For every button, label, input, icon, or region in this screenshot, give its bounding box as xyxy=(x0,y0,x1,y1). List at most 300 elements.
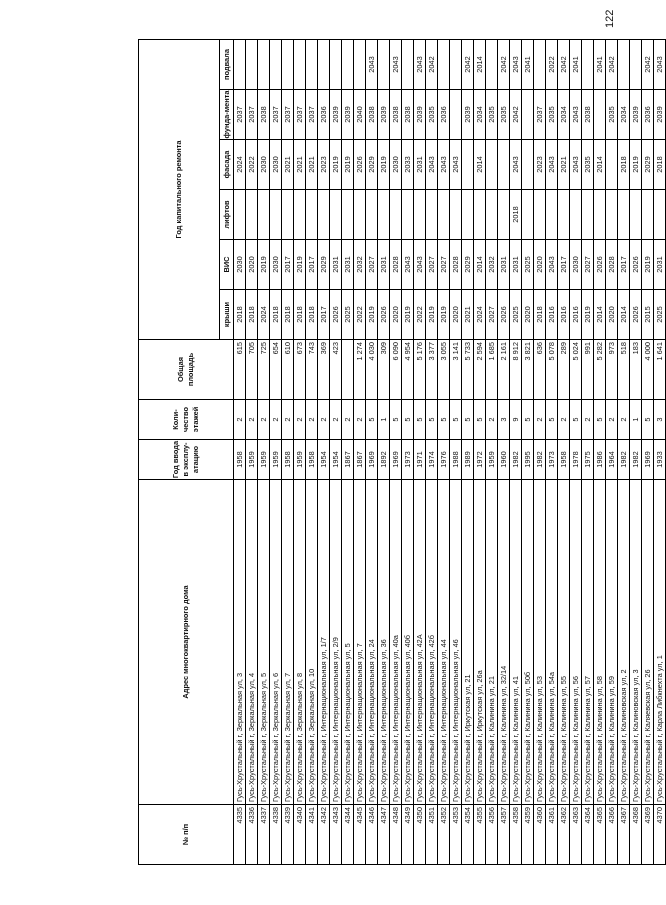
cell-lift xyxy=(450,190,462,240)
cell-area: 8 912 xyxy=(510,340,522,400)
cell-year: 1974 xyxy=(426,440,438,480)
cell-roof: 2021 xyxy=(462,290,474,340)
cell-floors: 9 xyxy=(510,400,522,440)
cell-roof: 2022 xyxy=(354,290,366,340)
header-year: Год ввода в эксплу-атацию xyxy=(139,440,234,480)
cell-year: 1971 xyxy=(414,440,426,480)
cell-roof: 2026 xyxy=(498,290,510,340)
cell-roof: 2026 xyxy=(330,290,342,340)
cell-num: 4366 xyxy=(606,805,618,865)
cell-basement xyxy=(246,40,258,90)
cell-year: 1982 xyxy=(534,440,546,480)
cell-facade: 2019 xyxy=(378,140,390,190)
cell-area: 5 024 xyxy=(570,340,582,400)
cell-year: 1995 xyxy=(522,440,534,480)
cell-roof: 2016 xyxy=(570,290,582,340)
header-facade: фасада xyxy=(220,140,234,190)
cell-num: 4349 xyxy=(402,805,414,865)
cell-basement xyxy=(618,40,630,90)
cell-year: 1972 xyxy=(474,440,486,480)
cell-facade: 2014 xyxy=(474,140,486,190)
cell-area: 5 176 xyxy=(414,340,426,400)
cell-basement: 2041 xyxy=(522,40,534,90)
cell-year: 1892 xyxy=(378,440,390,480)
cell-lift xyxy=(246,190,258,240)
cell-address: Гусь-Хрустальный г, Интернациональная ул, 40б xyxy=(402,480,414,805)
cell-address: Гусь-Хрустальный г, Зеркальная ул, 7 xyxy=(282,480,294,805)
cell-roof: 2026 xyxy=(378,290,390,340)
cell-num: 4362 xyxy=(558,805,570,865)
cell-foundation: 2043 xyxy=(570,90,582,140)
cell-area: 654 xyxy=(270,340,282,400)
cell-facade: 2021 xyxy=(306,140,318,190)
cell-area: 743 xyxy=(306,340,318,400)
cell-floors: 5 xyxy=(474,400,486,440)
cell-floors: 2 xyxy=(606,400,618,440)
table-row xyxy=(258,40,270,865)
cell-vis: 2043 xyxy=(546,240,558,290)
cell-year: 1959 xyxy=(294,440,306,480)
cell-year: 1958 xyxy=(558,440,570,480)
cell-facade xyxy=(606,140,618,190)
table-row xyxy=(522,40,534,865)
cell-roof: 2025 xyxy=(342,290,354,340)
cell-vis: 2027 xyxy=(582,240,594,290)
cell-basement: 2043 xyxy=(414,40,426,90)
cell-area: 369 xyxy=(318,340,330,400)
cell-facade: 2021 xyxy=(282,140,294,190)
cell-facade: 2022 xyxy=(246,140,258,190)
cell-facade: 2035 xyxy=(582,140,594,190)
cell-lift xyxy=(294,190,306,240)
cell-floors: 2 xyxy=(342,400,354,440)
cell-foundation: 2036 xyxy=(318,90,330,140)
cell-floors: 5 xyxy=(570,400,582,440)
cell-lift xyxy=(642,190,654,240)
cell-lift xyxy=(618,190,630,240)
cell-basement: 2014 xyxy=(474,40,486,90)
cell-foundation: 2037 xyxy=(282,90,294,140)
cell-basement: 2043 xyxy=(366,40,378,90)
cell-lift xyxy=(258,190,270,240)
cell-roof: 2020 xyxy=(390,290,402,340)
cell-lift xyxy=(354,190,366,240)
cell-lift xyxy=(414,190,426,240)
cell-floors: 2 xyxy=(486,400,498,440)
cell-facade: 2019 xyxy=(330,140,342,190)
cell-basement xyxy=(282,40,294,90)
cell-year: 1933 xyxy=(654,440,666,480)
cell-floors: 2 xyxy=(534,400,546,440)
cell-roof: 2019 xyxy=(438,290,450,340)
cell-vis: 2032 xyxy=(486,240,498,290)
cell-roof: 2024 xyxy=(474,290,486,340)
cell-year: 1973 xyxy=(546,440,558,480)
cell-year: 1982 xyxy=(618,440,630,480)
cell-address: Гусь-Хрустальный г, Калинина ул, 57 xyxy=(582,480,594,805)
cell-foundation: 2037 xyxy=(270,90,282,140)
cell-foundation xyxy=(594,90,606,140)
cell-foundation: 2035 xyxy=(426,90,438,140)
cell-lift xyxy=(282,190,294,240)
cell-address: Гусь-Хрустальный г, Зеркальная ул, 4 xyxy=(246,480,258,805)
cell-year: 1982 xyxy=(510,440,522,480)
cell-vis: 2027 xyxy=(438,240,450,290)
cell-floors: 2 xyxy=(330,400,342,440)
cell-foundation: 2037 xyxy=(306,90,318,140)
cell-foundation: 2035 xyxy=(546,90,558,140)
cell-basement: 2022 xyxy=(546,40,558,90)
cell-facade: 2023 xyxy=(318,140,330,190)
cell-year: 1964 xyxy=(606,440,618,480)
cell-roof: 2018 xyxy=(294,290,306,340)
cell-vis: 2029 xyxy=(318,240,330,290)
cell-address: Гусь-Хрустальный г, Калинина ул, 21 xyxy=(486,480,498,805)
cell-year: 1976 xyxy=(438,440,450,480)
cell-foundation: 2040 xyxy=(354,90,366,140)
cell-address: Гусь-Хрустальный г, Зеркальная ул, 6 xyxy=(270,480,282,805)
cell-lift xyxy=(342,190,354,240)
table-row xyxy=(498,40,510,865)
table-row xyxy=(450,40,462,865)
cell-lift xyxy=(318,190,330,240)
cell-roof: 2014 xyxy=(618,290,630,340)
cell-roof: 2018 xyxy=(282,290,294,340)
table-row xyxy=(474,40,486,865)
cell-floors: 2 xyxy=(234,400,246,440)
table-row xyxy=(486,40,498,865)
cell-area: 5 078 xyxy=(546,340,558,400)
cell-year: 1954 xyxy=(330,440,342,480)
cell-address: Гусь-Хрустальный г, Калинина ул, 50б xyxy=(522,480,534,805)
cell-address: Гусь-Хрустальный г, Каляевская ул, 26 xyxy=(642,480,654,805)
cell-address: Гусь-Хрустальный г, Интернациональная ул, 5 xyxy=(342,480,354,805)
cell-vis: 2019 xyxy=(294,240,306,290)
cell-vis: 2014 xyxy=(474,240,486,290)
cell-num: 4339 xyxy=(282,805,294,865)
cell-area: 615 xyxy=(234,340,246,400)
cell-facade: 2030 xyxy=(270,140,282,190)
cell-foundation: 2038 xyxy=(258,90,270,140)
cell-roof: 2025 xyxy=(654,290,666,340)
cell-vis: 2030 xyxy=(234,240,246,290)
cell-year: 1959 xyxy=(486,440,498,480)
cell-floors: 1 xyxy=(630,400,642,440)
cell-basement xyxy=(330,40,342,90)
cell-area: 610 xyxy=(282,340,294,400)
cell-vis: 2031 xyxy=(498,240,510,290)
cell-address: Гусь-Хрустальный г, Калиновская ул, 3 xyxy=(630,480,642,805)
cell-address: Гусь-Хрустальный г, Зеркальная ул, 10 xyxy=(306,480,318,805)
table-row xyxy=(642,40,654,865)
table-row xyxy=(318,40,330,865)
cell-num: 4360 xyxy=(534,805,546,865)
cell-roof: 2018 xyxy=(306,290,318,340)
table-row xyxy=(294,40,306,865)
cell-facade: 2024 xyxy=(234,140,246,190)
cell-lift xyxy=(462,190,474,240)
table-row xyxy=(534,40,546,865)
cell-facade: 2043 xyxy=(450,140,462,190)
cell-floors: 1 xyxy=(378,400,390,440)
cell-floors: 5 xyxy=(522,400,534,440)
cell-num: 4356 xyxy=(486,805,498,865)
cell-foundation: 2035 xyxy=(486,90,498,140)
cell-vis: 2031 xyxy=(654,240,666,290)
header-repair-year: Год капитального ремонта xyxy=(139,40,220,340)
cell-roof: 2016 xyxy=(558,290,570,340)
cell-roof: 2018 xyxy=(234,290,246,340)
cell-vis: 2019 xyxy=(258,240,270,290)
cell-lift xyxy=(534,190,546,240)
cell-lift xyxy=(390,190,402,240)
cell-roof: 2024 xyxy=(258,290,270,340)
cell-address: Гусь-Хрустальный г, Интернациональная ул, 24 xyxy=(366,480,378,805)
cell-address: Гусь-Хрустальный г, Калинина ул, 56 xyxy=(570,480,582,805)
cell-basement xyxy=(534,40,546,90)
cell-year: 1989 xyxy=(462,440,474,480)
cell-floors: 2 xyxy=(618,400,630,440)
cell-year: 1973 xyxy=(402,440,414,480)
cell-basement xyxy=(270,40,282,90)
cell-facade: 2026 xyxy=(354,140,366,190)
cell-roof: 2020 xyxy=(606,290,618,340)
cell-basement: 2042 xyxy=(426,40,438,90)
cell-facade: 2030 xyxy=(390,140,402,190)
table-row xyxy=(510,40,522,865)
cell-num: 4338 xyxy=(270,805,282,865)
cell-address: Гусь-Хрустальный г, Калинина ул, 53 xyxy=(534,480,546,805)
cell-vis: 2020 xyxy=(246,240,258,290)
cell-roof: 2020 xyxy=(522,290,534,340)
cell-foundation: 2035 xyxy=(606,90,618,140)
cell-basement: 2043 xyxy=(654,40,666,90)
cell-area: 4 030 xyxy=(366,340,378,400)
cell-year: 1959 xyxy=(270,440,282,480)
cell-roof: 2019 xyxy=(402,290,414,340)
table-row xyxy=(270,40,282,865)
cell-floors: 5 xyxy=(450,400,462,440)
cell-foundation: 2039 xyxy=(330,90,342,140)
cell-basement xyxy=(438,40,450,90)
cell-year: 1958 xyxy=(282,440,294,480)
cell-floors: 2 xyxy=(558,400,570,440)
cell-facade: 2043 xyxy=(570,140,582,190)
cell-num: 4353 xyxy=(450,805,462,865)
cell-facade: 2018 xyxy=(618,140,630,190)
cell-num: 4335 xyxy=(234,805,246,865)
table-row xyxy=(546,40,558,865)
cell-foundation xyxy=(450,90,462,140)
cell-facade: 2043 xyxy=(438,140,450,190)
cell-facade: 2019 xyxy=(630,140,642,190)
table-row xyxy=(654,40,666,865)
cell-num: 4370 xyxy=(654,805,666,865)
cell-facade: 2029 xyxy=(366,140,378,190)
cell-lift xyxy=(630,190,642,240)
cell-facade: 2023 xyxy=(534,140,546,190)
cell-vis: 2017 xyxy=(558,240,570,290)
cell-lift xyxy=(366,190,378,240)
table-row xyxy=(306,40,318,865)
cell-roof: 2026 xyxy=(630,290,642,340)
cell-facade: 2043 xyxy=(426,140,438,190)
cell-vis: 2019 xyxy=(642,240,654,290)
cell-basement xyxy=(378,40,390,90)
cell-num: 4337 xyxy=(258,805,270,865)
cell-floors: 3 xyxy=(654,400,666,440)
cell-foundation: 2042 xyxy=(510,90,522,140)
cell-lift xyxy=(234,190,246,240)
cell-foundation: 2039 xyxy=(378,90,390,140)
cell-year: 1867 xyxy=(354,440,366,480)
cell-floors: 2 xyxy=(582,400,594,440)
cell-address: Гусь-Хрустальный г, Иркутская ул, 26а xyxy=(474,480,486,805)
cell-year: 1988 xyxy=(450,440,462,480)
cell-area: 673 xyxy=(294,340,306,400)
cell-area: 3 377 xyxy=(426,340,438,400)
cell-year: 1969 xyxy=(390,440,402,480)
cell-vis: 2027 xyxy=(366,240,378,290)
cell-area: 3 055 xyxy=(438,340,450,400)
cell-basement: 2041 xyxy=(594,40,606,90)
cell-vis: 2031 xyxy=(330,240,342,290)
cell-address: Гусь-Хрустальный г, Интернациональная ул, 42А xyxy=(414,480,426,805)
cell-address: Гусь-Хрустальный г, Интернациональная ул, 42б xyxy=(426,480,438,805)
table-row xyxy=(342,40,354,865)
cell-floors: 2 xyxy=(246,400,258,440)
cell-foundation: 2034 xyxy=(618,90,630,140)
table-row xyxy=(630,40,642,865)
cell-foundation: 2034 xyxy=(474,90,486,140)
header-roof: крыши xyxy=(220,290,234,340)
cell-area: 6 090 xyxy=(390,340,402,400)
cell-address: Гусь-Хрустальный г, Интернациональная ул, 40а xyxy=(390,480,402,805)
cell-vis: 2031 xyxy=(510,240,522,290)
cell-num: 4364 xyxy=(582,805,594,865)
cell-year: 1958 xyxy=(306,440,318,480)
header-basement: подвала xyxy=(220,40,234,90)
cell-vis: 2017 xyxy=(282,240,294,290)
cell-basement xyxy=(234,40,246,90)
cell-roof: 2015 xyxy=(642,290,654,340)
cell-vis: 2043 xyxy=(402,240,414,290)
cell-year: 1959 xyxy=(258,440,270,480)
table-row xyxy=(582,40,594,865)
cell-address: Гусь-Хрустальный г, Зеркальная ул, 3 xyxy=(234,480,246,805)
cell-num: 4357 xyxy=(498,805,510,865)
cell-floors: 5 xyxy=(402,400,414,440)
cell-area: 1 685 xyxy=(486,340,498,400)
cell-floors: 2 xyxy=(306,400,318,440)
cell-foundation: 2037 xyxy=(246,90,258,140)
table-row xyxy=(378,40,390,865)
cell-address: Гусь-Хрустальный г, Интернациональная ул, 1/7 xyxy=(318,480,330,805)
cell-facade: 2029 xyxy=(642,140,654,190)
cell-lift xyxy=(594,190,606,240)
rotated-page xyxy=(138,40,664,865)
header-address: Адрес многоквартирного дома xyxy=(139,480,234,805)
cell-lift xyxy=(306,190,318,240)
cell-address: Гусь-Хрустальный г, Калинина ул, 58 xyxy=(594,480,606,805)
cell-facade: 2030 xyxy=(258,140,270,190)
cell-year: 1960 xyxy=(498,440,510,480)
cell-num: 4347 xyxy=(378,805,390,865)
repair-schedule-table xyxy=(138,39,666,865)
cell-foundation: 2039 xyxy=(462,90,474,140)
header-lift: лифтов xyxy=(220,190,234,240)
cell-floors: 5 xyxy=(414,400,426,440)
cell-lift xyxy=(330,190,342,240)
cell-vis: 2028 xyxy=(390,240,402,290)
cell-floors: 2 xyxy=(282,400,294,440)
cell-area: 705 xyxy=(246,340,258,400)
cell-basement: 2042 xyxy=(498,40,510,90)
cell-lift xyxy=(486,190,498,240)
cell-lift xyxy=(426,190,438,240)
cell-area: 183 xyxy=(630,340,642,400)
cell-num: 4365 xyxy=(594,805,606,865)
cell-facade xyxy=(462,140,474,190)
header-foundation: фунда-мента xyxy=(220,90,234,140)
cell-area: 5 733 xyxy=(462,340,474,400)
cell-roof: 2020 xyxy=(450,290,462,340)
cell-year: 1867 xyxy=(342,440,354,480)
cell-year: 1954 xyxy=(318,440,330,480)
cell-address: Гусь-Хрустальный г, Интернациональная ул, 7 xyxy=(354,480,366,805)
cell-floors: 5 xyxy=(462,400,474,440)
cell-area: 309 xyxy=(378,340,390,400)
cell-basement xyxy=(402,40,414,90)
cell-lift xyxy=(522,190,534,240)
cell-basement xyxy=(450,40,462,90)
cell-num: 4368 xyxy=(630,805,642,865)
cell-floors: 5 xyxy=(426,400,438,440)
cell-area: 3 821 xyxy=(522,340,534,400)
cell-floors: 5 xyxy=(594,400,606,440)
cell-foundation: 2039 xyxy=(630,90,642,140)
cell-lift xyxy=(498,190,510,240)
cell-vis: 2025 xyxy=(522,240,534,290)
cell-num: 4350 xyxy=(414,805,426,865)
cell-num: 4341 xyxy=(306,805,318,865)
cell-foundation: 2038 xyxy=(582,90,594,140)
cell-vis: 2031 xyxy=(342,240,354,290)
cell-year: 1969 xyxy=(366,440,378,480)
cell-lift xyxy=(378,190,390,240)
cell-basement: 2042 xyxy=(642,40,654,90)
cell-roof: 2022 xyxy=(414,290,426,340)
cell-address: Гусь-Хрустальный г, Калинина ул, 55 xyxy=(558,480,570,805)
cell-facade: 2021 xyxy=(558,140,570,190)
cell-address: Гусь-Хрустальный г, Интернациональная ул, 44 xyxy=(438,480,450,805)
cell-lift xyxy=(438,190,450,240)
table-row xyxy=(234,40,246,865)
cell-num: 4352 xyxy=(438,805,450,865)
cell-roof: 2019 xyxy=(426,290,438,340)
cell-lift xyxy=(654,190,666,240)
cell-num: 4367 xyxy=(618,805,630,865)
cell-num: 4354 xyxy=(462,805,474,865)
cell-basement xyxy=(630,40,642,90)
cell-floors: 5 xyxy=(390,400,402,440)
cell-basement xyxy=(342,40,354,90)
cell-floors: 2 xyxy=(354,400,366,440)
cell-roof: 2019 xyxy=(366,290,378,340)
cell-num: 4344 xyxy=(342,805,354,865)
cell-area: 2 161 xyxy=(498,340,510,400)
cell-address: Гусь-Хрустальный г, Калинина ул, 54а xyxy=(546,480,558,805)
